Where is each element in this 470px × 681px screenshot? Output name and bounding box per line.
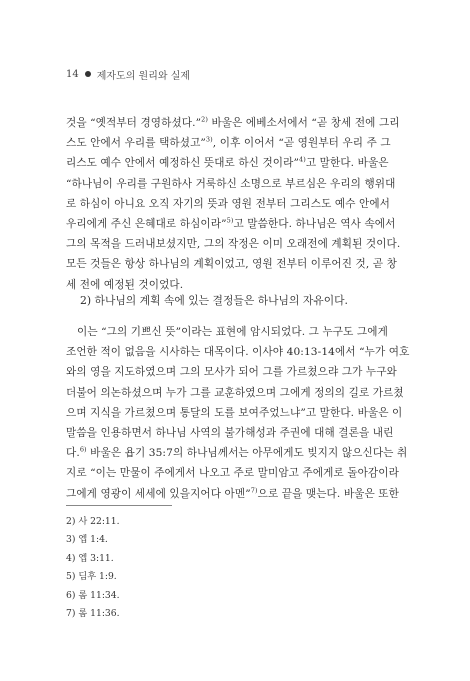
text-line: 말씀을 인용하면서 하나님 사역의 불가해성과 주권에 대해 결론을 내린 (66, 426, 394, 439)
paragraph-2 (66, 322, 410, 504)
footnote-ref: 2) (201, 115, 208, 124)
footnote: 2) 사 22:11. (66, 516, 120, 527)
footnote-ref: 5) (226, 216, 234, 225)
footnote: 4) 엡 3:11. (66, 552, 114, 564)
text-line: 리스도 예수 안에서 예정하신 뜻대로 하신 것이라”$^{4)}$고 말한다. 바울은 (66, 155, 389, 170)
footnotes (66, 513, 120, 623)
text-line: 로 하심이 아니요 오직 자기의 뜻과 영원 전부터 그리스도 예수 안에서 (66, 197, 391, 210)
text-line: 세 전에 예정된 것이었다. (66, 278, 184, 291)
footnote-ref: 7) (250, 485, 258, 494)
footnote: 3) 엡 1:4. (66, 534, 108, 546)
book-title: 제자도의 원리와 실제 (96, 70, 191, 82)
text-line: 모든 것들은 항상 하나님의 계획이었고, 영원 전부터 이루어진 것, 곧 창 (66, 258, 397, 271)
text-line: 이는 “그의 기쁘신 뜻”이라는 표현에 암시되었다. 그 누구도 그에게 (77, 326, 388, 338)
text-line: 스도 안에서 우리를 택하셨고”$^{3)}$, 이후 이어서 “곧 영원부터 우리 주 그 (66, 135, 391, 150)
text-line: 으며 지식을 가르쳤으며 통달의 도를 보여주었느냐”고 말한다. 바울은 이 (66, 406, 403, 419)
text-line: 다.$^{6)}$ 바울은 욥기 35:7의 하나님께서는 아무에게도 빚지지 않으신다는 취 (66, 445, 408, 460)
text-line: 더불어 의논하셨으며 누가 그를 교훈하였으며 그에게 정의의 길로 가르쳤 (66, 386, 404, 399)
text-line: 지로 “이는 만물이 주에게서 나오고 주로 말미암고 주에게로 돌아감이라 (66, 467, 399, 480)
footnote: 6) 롬 11:34. (66, 589, 120, 601)
running-header (66, 66, 190, 82)
page-number: 14 (66, 68, 79, 80)
text-line: 와의 영을 지도하였으며 그의 모사가 되어 그를 가르쳤으랴 그가 누구와 (66, 366, 397, 379)
section-heading: 2) 하나님의 계획 속에 있는 결정들은 하나님의 자유이다. (80, 294, 348, 307)
text-line: 우리에게 주신 은혜대로 하심이라”$^{5)}$고 말씀한다. 하나님은 역사 속에서 (66, 216, 396, 230)
paragraph-1 (66, 113, 406, 295)
footnote-ref: 3) (205, 135, 213, 144)
text-line: 조언한 적이 없음을 시사하는 대목이다. 이사야 40:13-14에서 “누가 여호 (66, 346, 410, 359)
footnote-ref: 4) (299, 155, 306, 164)
footnote: 7) 롬 11:36. (66, 607, 120, 619)
text-line: 그에게 영광이 세세에 있을지어다 아멘”$^{7)}$으로 끝을 맺는다. 바울은 또한 (66, 485, 399, 500)
text-line: 것을 “옛적부터 경영하셨다.”$^{2)}$ 바울은 에베소서에서 “곧 창세 전에 그리 (66, 115, 400, 129)
footnote-ref: 6) (79, 445, 87, 454)
text-line: “하나님이 우리를 구원하사 거룩하신 소명으로 부르심은 우리의 행위대 (66, 177, 396, 190)
footnote: 5) 딤후 1:9. (66, 571, 117, 583)
bullet-dot-icon (85, 71, 91, 77)
text-line: 그의 목적을 드러내보셨지만, 그의 작정은 이미 오래전에 계획된 것이다. (66, 238, 401, 251)
footnote-divider (66, 505, 172, 506)
